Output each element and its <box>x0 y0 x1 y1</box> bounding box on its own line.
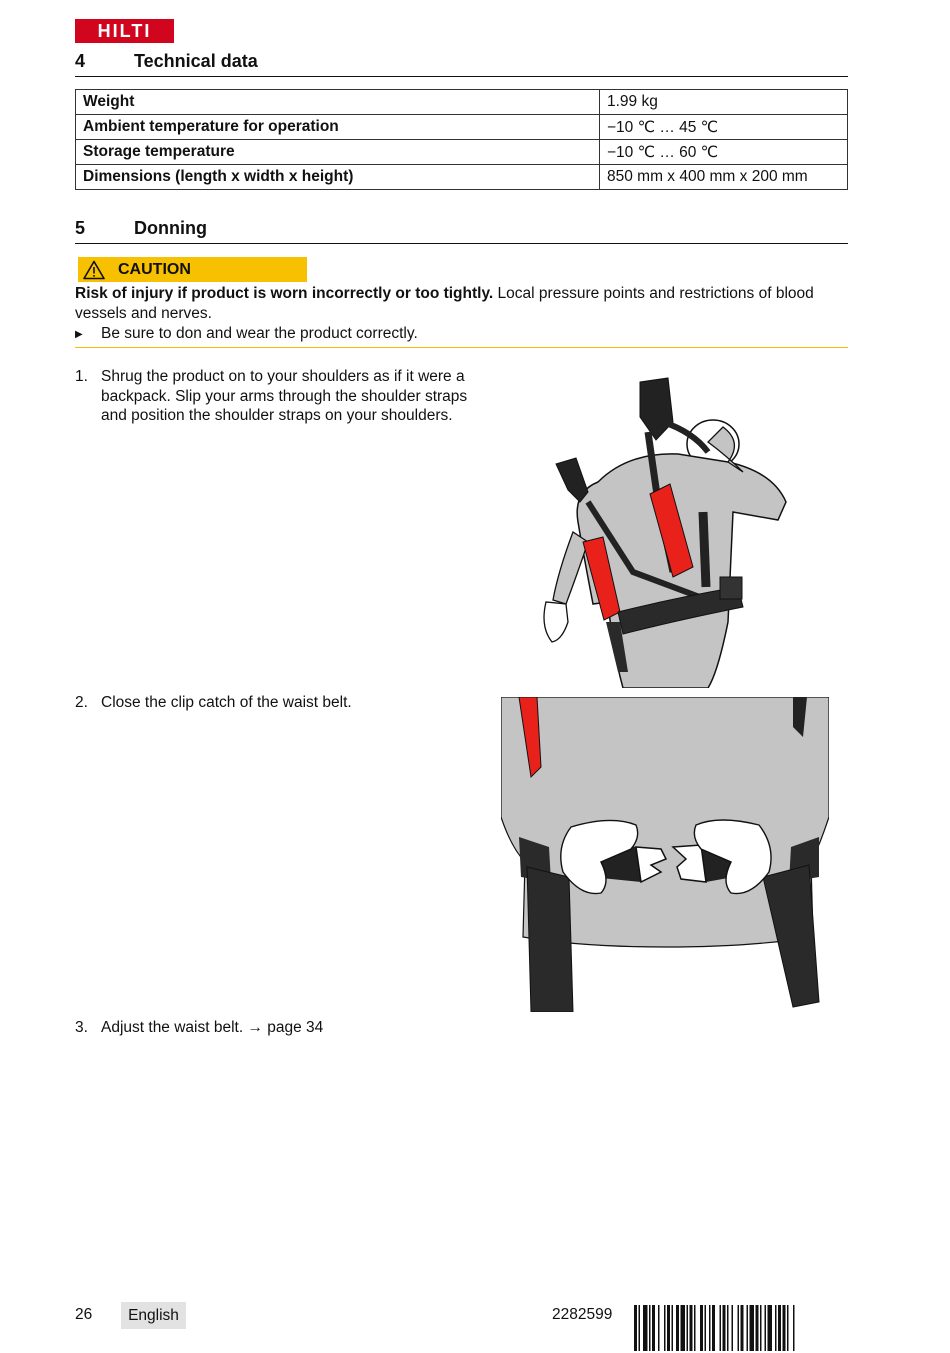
section-title: Technical data <box>134 51 258 71</box>
step-number: 2. <box>75 694 88 711</box>
table-cell-value: −10 ℃ … 45 ℃ <box>600 115 848 140</box>
page-number: 26 <box>75 1306 93 1323</box>
logo-text: HILTI <box>97 20 152 41</box>
barcode-icon <box>634 1305 848 1351</box>
caution-risk-bold: Risk of injury if product is worn incorrectly or too tightly. <box>75 285 494 302</box>
table-row <box>76 115 848 140</box>
waist-belt-clip-illustration <box>501 697 829 1012</box>
language-badge <box>121 1302 186 1329</box>
table-cell-label: Ambient temperature for operation <box>76 115 600 140</box>
bullet-arrow-icon: ▶ <box>75 329 83 340</box>
caution-banner <box>78 257 307 282</box>
step-text: Close the clip catch of the waist belt. <box>101 694 352 711</box>
step-number: 1. <box>75 368 88 385</box>
table-cell-value: 1.99 kg <box>600 90 848 115</box>
caution-action <box>75 325 848 348</box>
table-cell-label: Storage temperature <box>76 140 600 165</box>
hilti-logo <box>75 19 174 43</box>
step-2 <box>75 693 485 713</box>
table-row <box>76 165 848 190</box>
table-cell-label: Dimensions (length x width x height) <box>76 165 600 190</box>
table-row <box>76 140 848 165</box>
caution-action-text: Be sure to don and wear the product correctly. <box>101 325 418 342</box>
step-1 <box>75 367 485 426</box>
warning-triangle-icon <box>83 260 105 280</box>
section-number: 4 <box>75 51 86 71</box>
document-number: 2282599 <box>552 1306 613 1323</box>
section-4-heading <box>75 51 848 77</box>
caution-description <box>75 284 850 323</box>
caution-label: CAUTION <box>118 260 191 278</box>
harness-donning-illustration <box>528 372 798 688</box>
table-row <box>76 90 848 115</box>
technical-data-table <box>75 89 848 190</box>
table-cell-label: Weight <box>76 90 600 115</box>
step-text: Shrug the product on to your shoulders as if it were a backpack. Slip your arms through the shoulder straps and position the shoulder straps on your shoulders. <box>101 368 468 424</box>
table-cell-value: −10 ℃ … 60 ℃ <box>600 140 848 165</box>
step-3 <box>75 1018 485 1038</box>
language-label: English <box>128 1306 179 1324</box>
section-title: Donning <box>134 218 207 238</box>
section-5-heading <box>75 218 848 244</box>
caution-risk-text: Local pressure points and restrictions of blood vessels and nerves. <box>75 285 814 322</box>
step-number: 3. <box>75 1019 88 1036</box>
table-cell-value: 850 mm x 400 mm x 200 mm <box>600 165 848 190</box>
section-number: 5 <box>75 218 86 238</box>
step-text: Adjust the waist belt. → page 34 <box>101 1019 324 1036</box>
